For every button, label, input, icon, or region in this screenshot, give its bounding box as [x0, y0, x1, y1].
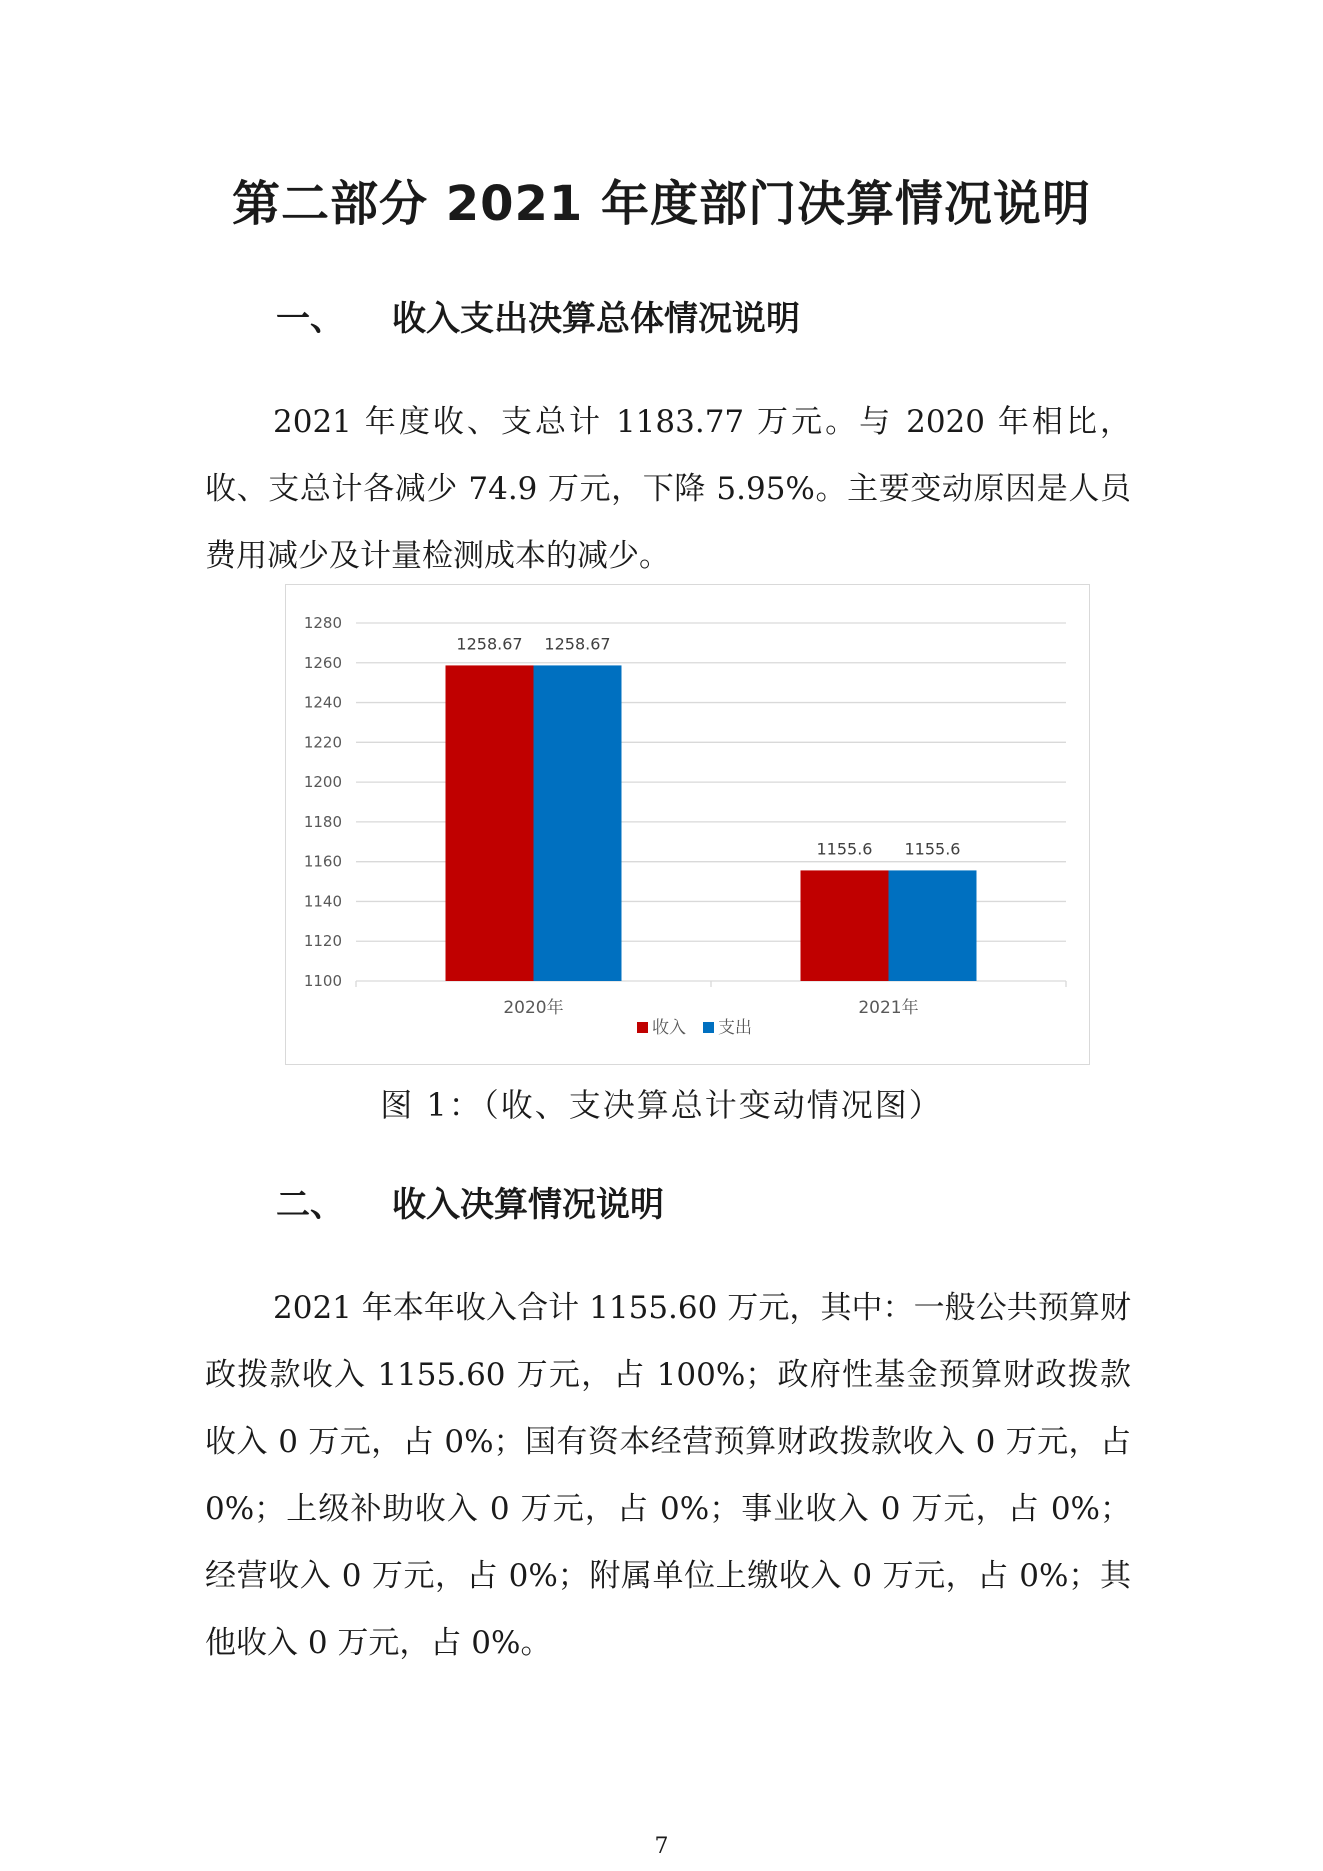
- y-tick-label: 1140: [303, 892, 342, 911]
- section-title-1: 收入支出决算总体情况说明: [392, 299, 800, 339]
- bar-chart-svg: [286, 585, 1091, 1066]
- page-number: 7: [654, 1834, 669, 1859]
- bar-支出-2021年: [889, 870, 977, 981]
- paragraph-1: [205, 389, 1131, 590]
- page-title: 第二部分 2021 年度部门决算情况说明: [231, 176, 1092, 232]
- section-title-2: 收入决算情况说明: [392, 1185, 664, 1225]
- section-heading-1: [276, 296, 800, 342]
- y-tick-label: 1100: [303, 972, 342, 990]
- legend-swatch-收入: [637, 1022, 648, 1033]
- section-heading-2: [276, 1182, 664, 1228]
- paragraph-2-text: 2021 年本年收入合计 1155.60 万元，其中：一般公共预算财政拨款收入 1155.60 万元，占 100%；政府性基金预算财政拨款收入 0 万元，占 0%；国有资本经营预算财政拨款收入 0 万元，占 0%；上级补助收入 0 万元，占 0%；事业收入 0 万元，占 0%；经营收入 0 万元，占 0%；附属单位上缴收入 0 万元，占 0%；其他收入 0 万元，占 0%。: [205, 1290, 1131, 1661]
- legend-label: 支出: [718, 1018, 752, 1038]
- paragraph-2: [205, 1275, 1131, 1677]
- figure-caption: 图 1：（收、支决算总计变动情况图）: [380, 1086, 943, 1124]
- section-number-1: 一、: [276, 299, 344, 339]
- x-tick-label: 2021年: [858, 998, 919, 1018]
- bar-收入-2020年: [446, 665, 534, 981]
- y-tick-label: 1280: [303, 614, 342, 632]
- y-tick-label: 1260: [303, 653, 342, 672]
- y-tick-label: 1180: [303, 812, 342, 831]
- legend-swatch-支出: [703, 1022, 714, 1033]
- bar-支出-2020年: [534, 665, 622, 981]
- bar-收入-2021年: [801, 870, 889, 981]
- y-tick-label: 1220: [303, 733, 342, 752]
- paragraph-1-text: 2021 年度收、支总计 1183.77 万元。与 2020 年相比，收、支总计各减少 74.9 万元，下降 5.95%。主要变动原因是人员费用减少及计量检测成本的减少。: [205, 404, 1131, 574]
- data-label: 1155.6: [816, 839, 873, 859]
- data-label: 1155.6: [904, 839, 961, 859]
- bar-chart: [285, 584, 1090, 1065]
- x-tick-label: 2020年: [503, 998, 564, 1018]
- y-tick-label: 1120: [303, 932, 342, 951]
- y-tick-label: 1200: [303, 773, 342, 792]
- section-number-2: 二、: [276, 1185, 344, 1225]
- y-tick-label: 1240: [303, 693, 342, 712]
- y-tick-label: 1160: [303, 852, 342, 871]
- data-label: 1258.67: [544, 634, 611, 654]
- legend-label: 收入: [652, 1018, 686, 1038]
- data-label: 1258.67: [456, 634, 523, 654]
